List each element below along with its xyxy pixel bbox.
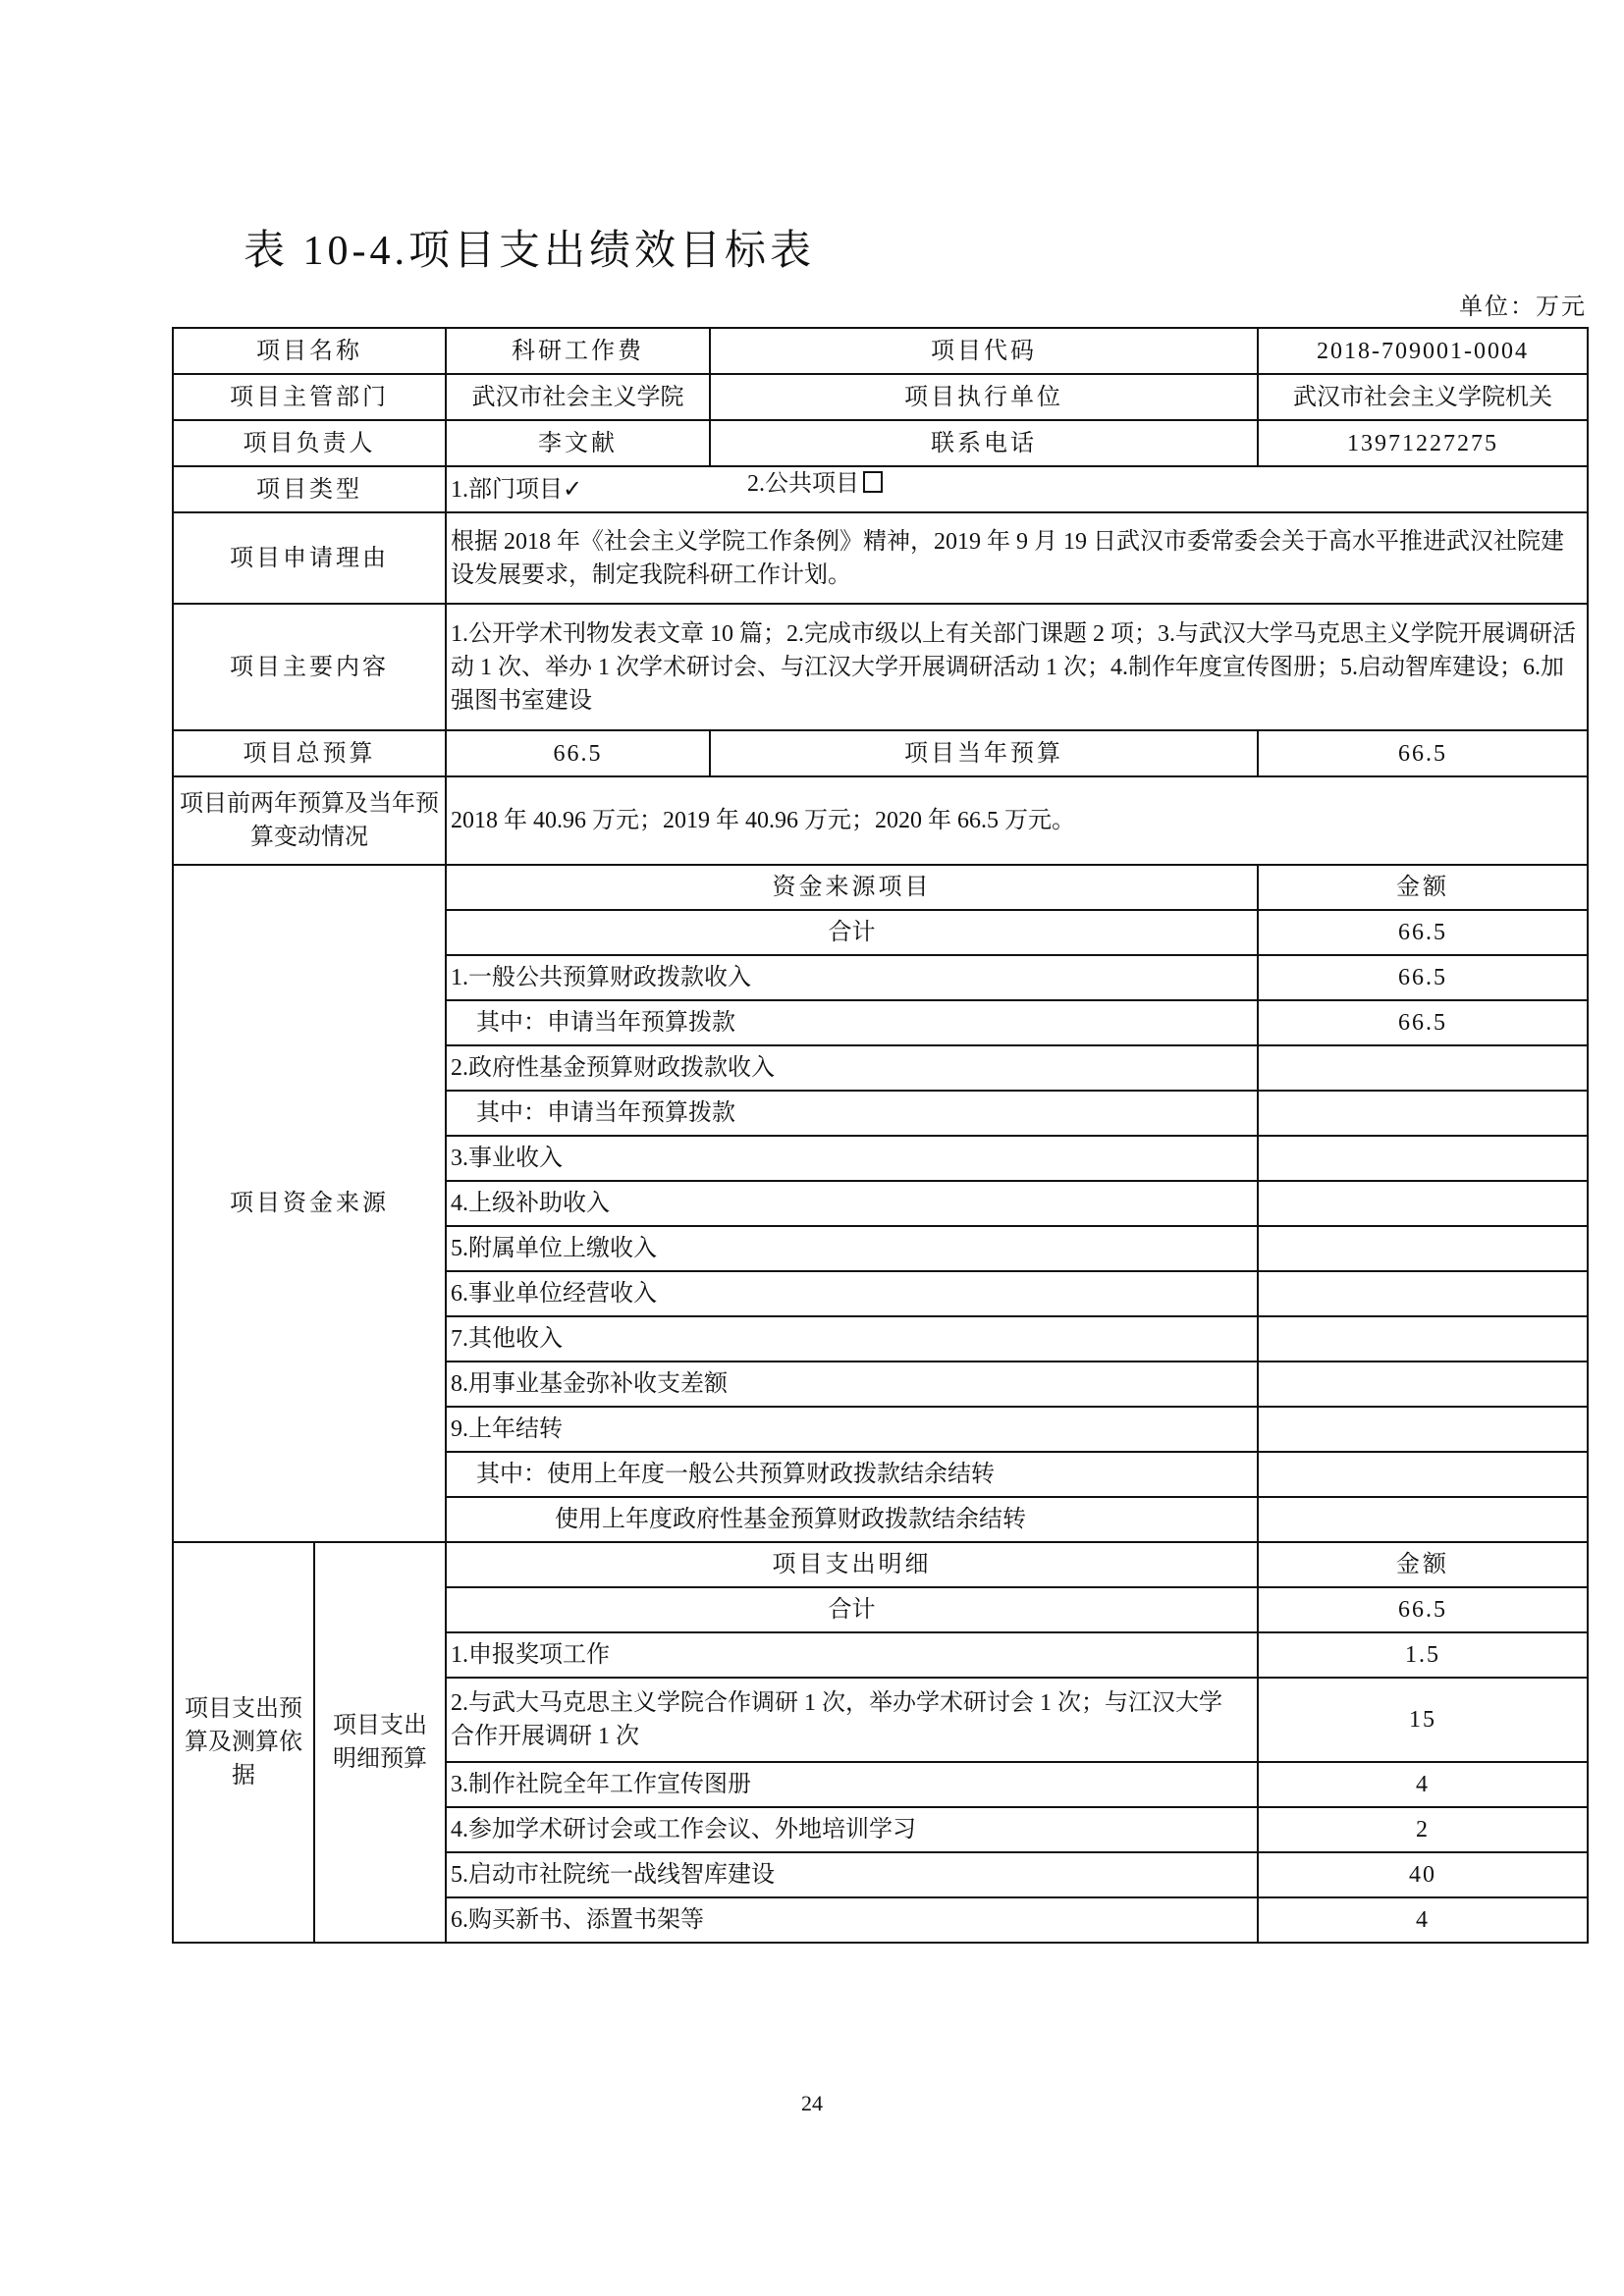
history-value: 2018 年 40.96 万元；2019 年 40.96 万元；2020 年 66.5 万元。 bbox=[446, 776, 1588, 865]
funding-row-amount bbox=[1258, 1316, 1588, 1362]
row-budget bbox=[173, 730, 1588, 776]
expenditure-row-amount: 4 bbox=[1258, 1897, 1588, 1943]
funding-row-label: 使用上年度政府性基金预算财政拨款结余结转 bbox=[446, 1497, 1258, 1542]
funding-row-amount bbox=[1258, 1045, 1588, 1091]
funding-header-row bbox=[173, 865, 1588, 910]
funding-row-amount bbox=[1258, 1136, 1588, 1181]
performance-target-table bbox=[172, 327, 1589, 1944]
funding-row-amount bbox=[1258, 1226, 1588, 1271]
project-type-options bbox=[446, 466, 1588, 512]
executing-unit-label: 项目执行单位 bbox=[710, 374, 1258, 420]
project-code-label: 项目代码 bbox=[710, 328, 1258, 374]
expenditure-row-label: 2.与武大马克思主义学院合作调研 1 次，举办学术研讨会 1 次；与江汉大学合作开展调研 1 次 bbox=[446, 1678, 1258, 1762]
expenditure-section-label: 项目支出预算及测算依据 bbox=[173, 1542, 314, 1943]
type-option-department bbox=[451, 477, 582, 503]
department-label: 项目主管部门 bbox=[173, 374, 446, 420]
project-name-label: 项目名称 bbox=[173, 328, 446, 374]
owner-value: 李文献 bbox=[446, 420, 710, 466]
expenditure-row-label: 4.参加学术研讨会或工作会议、外地培训学习 bbox=[446, 1807, 1258, 1852]
content-value: 1.公开学术刊物发表文章 10 篇；2.完成市级以上有关部门课题 2 项；3.与武汉大学马克思主义学院开展调研活动 1 次、举办 1 次学术研讨会、与江汉大学开展调研活动 1 次；4.制作年度宣传图册；5.启动智库建设；6.加强图书室建设 bbox=[446, 604, 1588, 730]
expenditure-row-amount: 40 bbox=[1258, 1852, 1588, 1897]
owner-label: 项目负责人 bbox=[173, 420, 446, 466]
total-budget-value: 66.5 bbox=[446, 730, 710, 776]
row-department bbox=[173, 374, 1588, 420]
total-budget-label: 项目总预算 bbox=[173, 730, 446, 776]
department-value: 武汉市社会主义学院 bbox=[446, 374, 710, 420]
funding-row-amount bbox=[1258, 1452, 1588, 1497]
expenditure-header-amount: 金额 bbox=[1258, 1542, 1588, 1587]
funding-row-amount bbox=[1258, 1362, 1588, 1407]
funding-row-amount bbox=[1258, 1091, 1588, 1136]
funding-row-label: 5.附属单位上缴收入 bbox=[446, 1226, 1258, 1271]
expenditure-sub-label: 项目支出明细预算 bbox=[314, 1542, 446, 1943]
funding-row-label: 7.其他收入 bbox=[446, 1316, 1258, 1362]
expenditure-row-amount: 66.5 bbox=[1258, 1587, 1588, 1632]
type-option-public-label: 2.公共项目 bbox=[747, 471, 859, 497]
funding-row-label: 其中：申请当年预算拨款 bbox=[446, 1000, 1258, 1045]
expenditure-row-label: 5.启动市社院统一战线智库建设 bbox=[446, 1852, 1258, 1897]
content-label: 项目主要内容 bbox=[173, 604, 446, 730]
row-history bbox=[173, 776, 1588, 865]
year-budget-label: 项目当年预算 bbox=[710, 730, 1258, 776]
expenditure-row-amount: 1.5 bbox=[1258, 1632, 1588, 1678]
expenditure-row-label: 3.制作社院全年工作宣传图册 bbox=[446, 1762, 1258, 1807]
funding-row-label: 6.事业单位经营收入 bbox=[446, 1271, 1258, 1316]
funding-row-amount bbox=[1258, 1181, 1588, 1226]
row-owner bbox=[173, 420, 1588, 466]
unit-label: 单位：万元 bbox=[1459, 294, 1587, 320]
reason-value: 根据 2018 年《社会主义学院工作条例》精神，2019 年 9 月 19 日武汉市委常委会关于高水平推进武汉社院建设发展要求，制定我院科研工作计划。 bbox=[446, 512, 1588, 604]
funding-header-amount: 金额 bbox=[1258, 865, 1588, 910]
funding-row-label: 4.上级补助收入 bbox=[446, 1181, 1258, 1226]
history-label: 项目前两年预算及当年预算变动情况 bbox=[173, 776, 446, 865]
expenditure-row-label: 合计 bbox=[446, 1587, 1258, 1632]
expenditure-row-label: 1.申报奖项工作 bbox=[446, 1632, 1258, 1678]
funding-row-amount bbox=[1258, 1271, 1588, 1316]
funding-row-label: 其中：使用上年度一般公共预算财政拨款结余结转 bbox=[446, 1452, 1258, 1497]
funding-row-label: 1.一般公共预算财政拨款收入 bbox=[446, 955, 1258, 1000]
project-type-label: 项目类型 bbox=[173, 466, 446, 512]
expenditure-header-row bbox=[173, 1542, 1588, 1587]
funding-row-amount: 66.5 bbox=[1258, 1000, 1588, 1045]
phone-value: 13971227275 bbox=[1258, 420, 1588, 466]
expenditure-header-item: 项目支出明细 bbox=[446, 1542, 1258, 1587]
funding-row-label: 其中：申请当年预算拨款 bbox=[446, 1091, 1258, 1136]
funding-row-label: 8.用事业基金弥补收支差额 bbox=[446, 1362, 1258, 1407]
empty-checkbox-icon bbox=[863, 471, 883, 493]
year-budget-value: 66.5 bbox=[1258, 730, 1588, 776]
type-option-public bbox=[747, 467, 883, 501]
row-content bbox=[173, 604, 1588, 730]
funding-row-amount bbox=[1258, 1407, 1588, 1452]
project-name-value: 科研工作费 bbox=[446, 328, 710, 374]
type-option-department-label: 1.部门项目 bbox=[451, 476, 563, 503]
page-number: 24 bbox=[801, 2091, 823, 2115]
row-project-name bbox=[173, 328, 1588, 374]
phone-label: 联系电话 bbox=[710, 420, 1258, 466]
funding-row-amount: 66.5 bbox=[1258, 955, 1588, 1000]
funding-row-label: 合计 bbox=[446, 910, 1258, 955]
executing-unit-value: 武汉市社会主义学院机关 bbox=[1258, 374, 1588, 420]
funding-row-label: 2.政府性基金预算财政拨款收入 bbox=[446, 1045, 1258, 1091]
page-title: 表 10-4.项目支出绩效目标表 bbox=[244, 229, 815, 274]
expenditure-row-amount: 4 bbox=[1258, 1762, 1588, 1807]
funding-header-item: 资金来源项目 bbox=[446, 865, 1258, 910]
expenditure-row-amount: 2 bbox=[1258, 1807, 1588, 1852]
reason-label: 项目申请理由 bbox=[173, 512, 446, 604]
funding-row-label: 3.事业收入 bbox=[446, 1136, 1258, 1181]
project-code-value: 2018-709001-0004 bbox=[1258, 328, 1588, 374]
row-reason bbox=[173, 512, 1588, 604]
funding-row-amount: 66.5 bbox=[1258, 910, 1588, 955]
expenditure-row-label: 6.购买新书、添置书架等 bbox=[446, 1897, 1258, 1943]
funding-section-label: 项目资金来源 bbox=[173, 865, 446, 1542]
row-project-type bbox=[173, 466, 1588, 512]
expenditure-row-amount: 15 bbox=[1258, 1678, 1588, 1762]
funding-row-amount bbox=[1258, 1497, 1588, 1542]
funding-row-label: 9.上年结转 bbox=[446, 1407, 1258, 1452]
checkmark-icon: ✓ bbox=[563, 476, 583, 503]
